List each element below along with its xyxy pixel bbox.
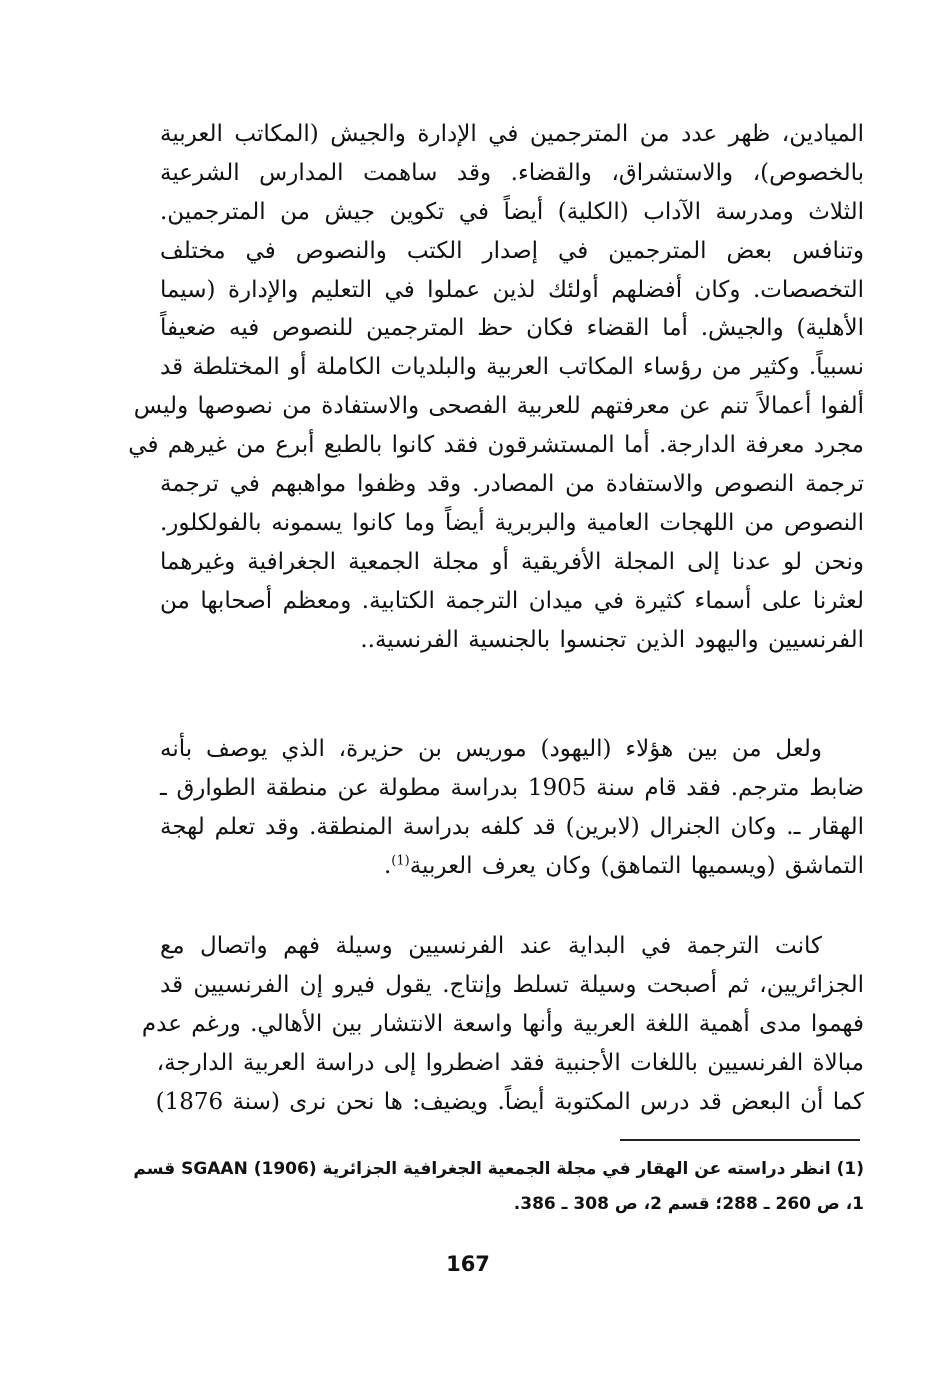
text-line: النصوص من اللهجات العامية والبربرية أيضاً وما كانوا يسمونه بالفولكلور. xyxy=(160,509,864,536)
footnote xyxy=(133,1152,864,1222)
footnote-line: (1) انظر دراسته عن الهقار في مجلة الجمعية الجغرافية الجزائرية SGAAN (1906) قسم xyxy=(133,1159,864,1179)
text-line: الميادين، ظهر عدد من المترجمين في الإدارة والجيش (المكاتب العربية xyxy=(160,121,864,147)
sentence-end: . xyxy=(383,852,392,879)
text-line: الأهلية) والجيش. أما القضاء فكان حظ المترجمين للنصوص فيه ضعيفاً xyxy=(160,315,864,342)
page-number: 167 xyxy=(446,1252,490,1276)
text-line: مجرد معرفة الدارجة. أما المستشرقون فقد كانوا بالطبع أبرع من غيرهم في xyxy=(128,432,864,459)
text-line: كانت الترجمة في البداية عند الفرنسيين وسيلة فهم واتصال مع xyxy=(160,933,822,959)
text-line: الهقار ـ. وكان الجنرال (لابرين) قد كلفه بدراسة المنطقة. وقد تعلم لهجة xyxy=(160,813,864,840)
text-line: ونحن لو عدنا إلى المجلة الأفريقية أو مجلة الجمعية الجغرافية وغيرهما xyxy=(160,548,864,575)
text-line-with-footnote-ref xyxy=(160,847,864,886)
text-line: ترجمة النصوص والاستفادة من المصادر. وقد وظفوا مواهبهم في ترجمة xyxy=(160,471,864,498)
footnote-line: 1، ص 260 ـ 288؛ قسم 2، ص 308 ـ 386. xyxy=(513,1194,864,1214)
text-line: مبالاة الفرنسيين باللغات الأجنبية فقد اضطروا إلى دراسة العربية الدارجة، xyxy=(156,1049,864,1076)
text-line: كما أن البعض قد درس المكتوبة أيضاً. ويضيف: ها نحن نرى (سنة 1876) xyxy=(155,1088,864,1115)
text-line: الثلاث ومدرسة الآداب (الكلية) أيضاً في تكوين جيش من المترجمين. xyxy=(160,198,864,225)
text-line: التخصصات. وكان أفضلهم أولئك لذين عملوا في التعليم والإدارة (سيما xyxy=(160,276,864,303)
text-line: وتنافس بعض المترجمين في إصدار الكتب والنصوص في مختلف xyxy=(160,237,864,264)
footnote-reference[interactable]: (1) xyxy=(391,853,410,869)
text-line: نسبياً. وكثير من رؤساء المكاتب العربية والبلديات الكاملة أو المختلطة قد xyxy=(160,354,864,381)
text-line-body: التماشق (ويسميها التماهق) وكان يعرف العربية xyxy=(409,852,864,879)
text-line: ألفوا أعمالاً تنم عن معرفتهم للعربية الفصحى والاستفادة من نصوصها وليس xyxy=(133,393,864,420)
text-line: فهموا مدى أهمية اللغة العربية وأنها واسعة الانتشار بين الأهالي. ورغم عدم xyxy=(141,1010,864,1037)
footnote-divider xyxy=(620,1139,860,1141)
paragraph-2 xyxy=(160,730,864,886)
text-line: لعثرنا على أسماء كثيرة في ميدان الترجمة الكتابية. ومعظم أصحابها من xyxy=(160,587,864,614)
text-line: ضابط مترجم. فقد قام سنة 1905 بدراسة مطولة عن منطقة الطوارق ـ xyxy=(160,774,864,801)
text-line: الجزائريين، ثم أصبحت وسيلة تسلط وإنتاج. يقول فيرو إن الفرنسيين قد xyxy=(160,971,864,998)
paragraph-3 xyxy=(141,927,864,1121)
paragraph-1 xyxy=(128,115,864,659)
text-line: الفرنسيين واليهود الذين تجنسوا بالجنسية الفرنسية.. xyxy=(360,626,864,653)
text-line: بالخصوص)، والاستشراق، والقضاء. وقد ساهمت المدارس الشرعية xyxy=(160,159,864,186)
text-line: ولعل من بين هؤلاء (اليهود) موريس بن حزيرة، الذي يوصف بأنه xyxy=(160,736,822,762)
